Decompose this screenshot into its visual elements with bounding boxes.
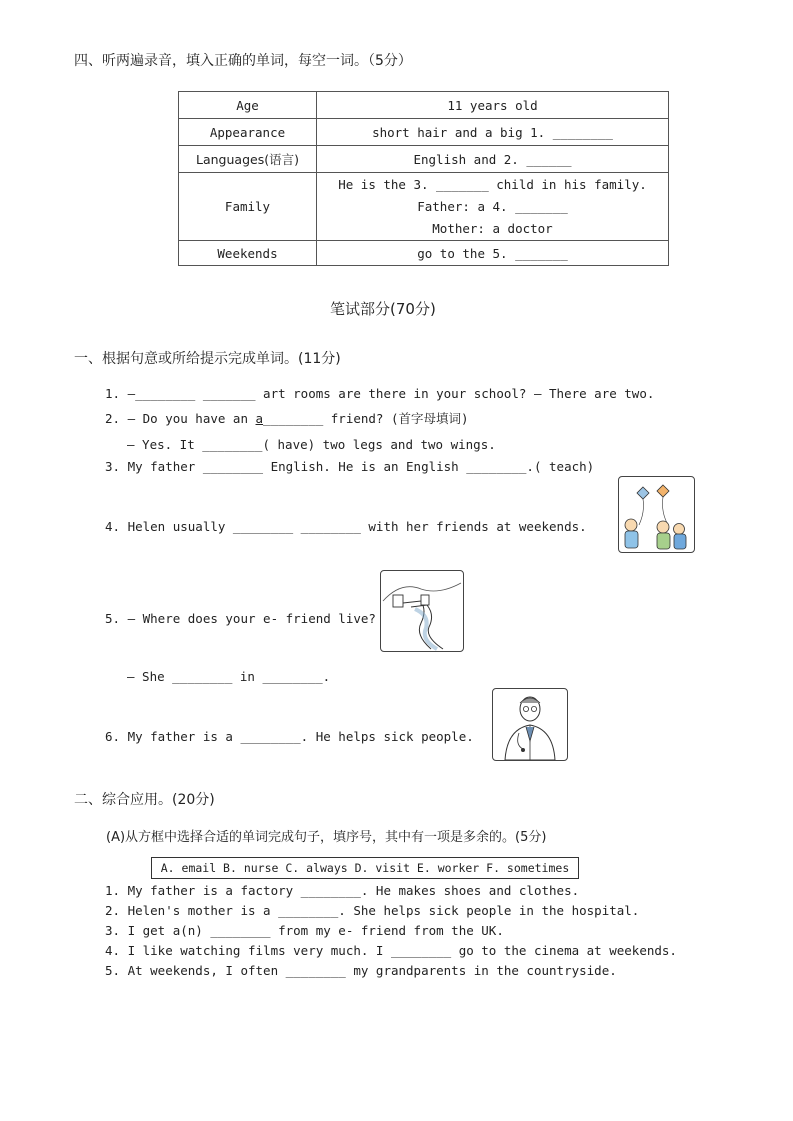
question-2 bbox=[105, 409, 469, 427]
row-key: Weekends bbox=[179, 241, 317, 266]
row-value: short hair and a big 1. ________ bbox=[317, 119, 669, 146]
q2-start: 2. — Do you have an bbox=[105, 411, 256, 426]
row-key: Family bbox=[179, 173, 317, 241]
fill-item-4: 4. I like watching films very much. I ________ go to the cinema at weekends. bbox=[105, 943, 677, 958]
q2-letter: a bbox=[255, 411, 264, 426]
table-row bbox=[179, 241, 669, 266]
fill-item-1: 1. My father is a factory ________. He makes shoes and clothes. bbox=[105, 883, 580, 898]
section-4-title: 四、听两遍录音，填入正确的单词，每空一词。（5分） bbox=[74, 53, 412, 69]
fill-item-3: 3. I get a(n) ________ from my e- friend from the UK. bbox=[105, 923, 504, 938]
doctor-picture bbox=[492, 688, 568, 761]
question-4: 4. Helen usually ________ ________ with her friends at weekends. bbox=[105, 519, 587, 534]
row-value bbox=[317, 173, 669, 241]
part-2-instruction: (A)从方框中选择合适的单词完成句子，填序号，其中有一项是多余的。(5分) bbox=[106, 830, 547, 845]
question-1: 1. —________ _______ art rooms are there in your school? — There are two. bbox=[105, 386, 655, 401]
written-part-title: 笔试部分(70分) bbox=[330, 300, 436, 318]
row-key: Appearance bbox=[179, 119, 317, 146]
table-row bbox=[179, 146, 669, 173]
row-value: go to the 5. _______ bbox=[317, 241, 669, 266]
family-line-2: Father: a 4. _______ bbox=[417, 198, 568, 214]
question-5: 5. — Where does your e- friend live? bbox=[105, 611, 376, 626]
doctor-icon bbox=[493, 689, 567, 760]
kite-icon bbox=[619, 477, 694, 552]
question-3: 3. My father ________ English. He is an English ________.( teach) bbox=[105, 459, 595, 474]
row-value: English and 2. ______ bbox=[317, 146, 669, 173]
question-6: 6. My father is a ________. He helps sick people. bbox=[105, 729, 474, 744]
row-value: 11 years old bbox=[317, 92, 669, 119]
fill-item-2: 2. Helen's mother is a ________. She helps sick people in the hospital. bbox=[105, 903, 640, 918]
fill-item-5: 5. At weekends, I often ________ my grandparents in the countryside. bbox=[105, 963, 617, 978]
table-row bbox=[179, 92, 669, 119]
info-table bbox=[178, 91, 669, 266]
question-5b: — She ________ in ________. bbox=[127, 669, 331, 684]
family-line-1: He is the 3. _______ child in his family. bbox=[338, 176, 647, 192]
table-row bbox=[179, 119, 669, 146]
row-key: Languages(语言) bbox=[179, 146, 317, 173]
q2-rest: ________ friend? (首字母填词) bbox=[263, 411, 469, 426]
kite-flying-picture bbox=[618, 476, 695, 553]
part-1-title: 一、根据句意或所给提示完成单词。(11分) bbox=[74, 351, 341, 367]
table-row bbox=[179, 173, 669, 241]
great-wall-picture bbox=[380, 570, 464, 652]
family-line-3: Mother: a doctor bbox=[432, 220, 553, 236]
word-options-box: A. email B. nurse C. always D. visit E. worker F. sometimes bbox=[151, 857, 579, 879]
row-key: Age bbox=[179, 92, 317, 119]
great-wall-icon bbox=[381, 571, 463, 651]
question-2b: — Yes. It ________( have) two legs and two wings. bbox=[127, 437, 496, 452]
part-2-title: 二、综合应用。(20分) bbox=[74, 792, 215, 808]
